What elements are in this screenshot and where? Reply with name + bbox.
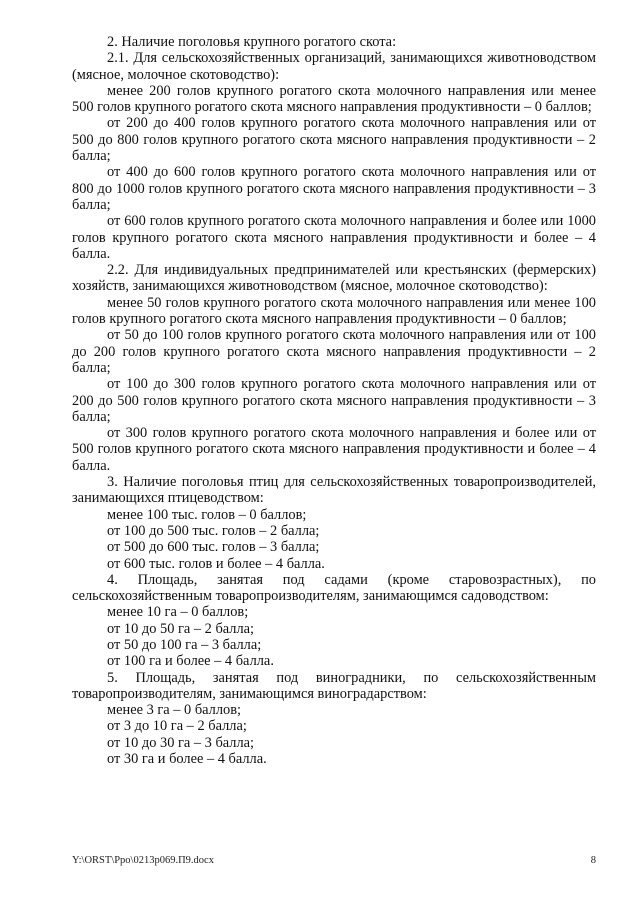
list-item: от 100 до 300 голов крупного рогатого скота молочного направления или от 200 до 500 голов крупного рогатого скота мясного направления продуктивности – 3 балла; [72, 376, 596, 425]
list-item: от 10 до 30 га – 3 балла; [107, 734, 255, 751]
list-item: менее 100 тыс. голов – 0 баллов; [107, 506, 307, 523]
heading-5: 5. Площадь, занятая под виноградники, по сельскохозяйственным товаропроизводителям, занимающимся виноградарством: [72, 669, 596, 702]
file-path: Y:\ORST\Ppo\0213p069.П9.docx [72, 855, 214, 866]
list-item: менее 3 га – 0 баллов; [107, 702, 242, 719]
list-item: менее 50 голов крупного рогатого скота молочного направления или менее 100 голов крупного рогатого скота мясного направления продуктивности – 0 баллов; [72, 294, 596, 328]
list-item: от 50 до 100 голов крупного рогатого скота молочного направления или от 100 до 200 голов крупного рогатого скота мясного направления продуктивности – 2 балла; [72, 327, 596, 376]
list-item: от 600 голов крупного рогатого скота молочного направления и более или 1000 голов крупного рогатого скота мясного направления продуктивности и более – 4 балла. [72, 213, 596, 262]
document-body [72, 34, 596, 767]
list-item: от 100 га и более – 4 балла. [107, 653, 274, 670]
list-item: от 50 до 100 га – 3 балла; [107, 636, 262, 653]
list-item: от 300 голов крупного рогатого скота молочного направления и более или от 500 голов крупного рогатого скота мясного направления продуктивности и более – 4 балла. [72, 425, 596, 474]
list-item: от 100 до 500 тыс. голов – 2 балла; [107, 522, 320, 539]
list-item: от 500 до 600 тыс. голов – 3 балла; [107, 539, 320, 556]
heading-2: 2. Наличие поголовья крупного рогатого скота: [107, 34, 397, 50]
list-item: менее 10 га – 0 баллов; [107, 604, 249, 621]
list-item: от 400 до 600 голов крупного рогатого скота молочного направления или от 800 до 1000 голов крупного рогатого скота мясного направления продуктивности – 3 балла; [72, 164, 596, 213]
list-item: от 600 тыс. голов и более – 4 балла. [107, 555, 325, 572]
heading-3: 3. Наличие поголовья птиц для сельскохозяйственных товаропроизводителей, занимающихся птицеводством: [72, 474, 596, 507]
list-item: от 3 до 10 га – 2 балла; [107, 718, 247, 735]
list-item: от 200 до 400 голов крупного рогатого скота молочного направления или от 500 до 800 голов крупного рогатого скота мясного направления продуктивности – 2 балла; [72, 115, 596, 165]
list-item: от 10 до 50 га – 2 балла; [107, 620, 255, 637]
heading-2-2: 2.2. Для индивидуальных предпринимателей или крестьянских (фермерских) хозяйств, занимающихся животноводством (мясное, молочное скотоводство): [72, 262, 596, 295]
page-number: 8 [590, 855, 596, 866]
heading-4: 4. Площадь, занятая под садами (кроме старовозрастных), по сельскохозяйственным товаропроизводителям, занимающимся садоводством: [72, 571, 596, 605]
list-item: менее 200 голов крупного рогатого скота молочного направления или менее 500 голов крупного рогатого скота мясного направления продуктивности – 0 баллов; [72, 82, 596, 116]
heading-2-1: 2.1. Для сельскохозяйственных организаций, занимающихся животноводством (мясное, молочное скотоводство): [72, 50, 596, 83]
list-item: от 30 га и более – 4 балла. [107, 751, 267, 768]
